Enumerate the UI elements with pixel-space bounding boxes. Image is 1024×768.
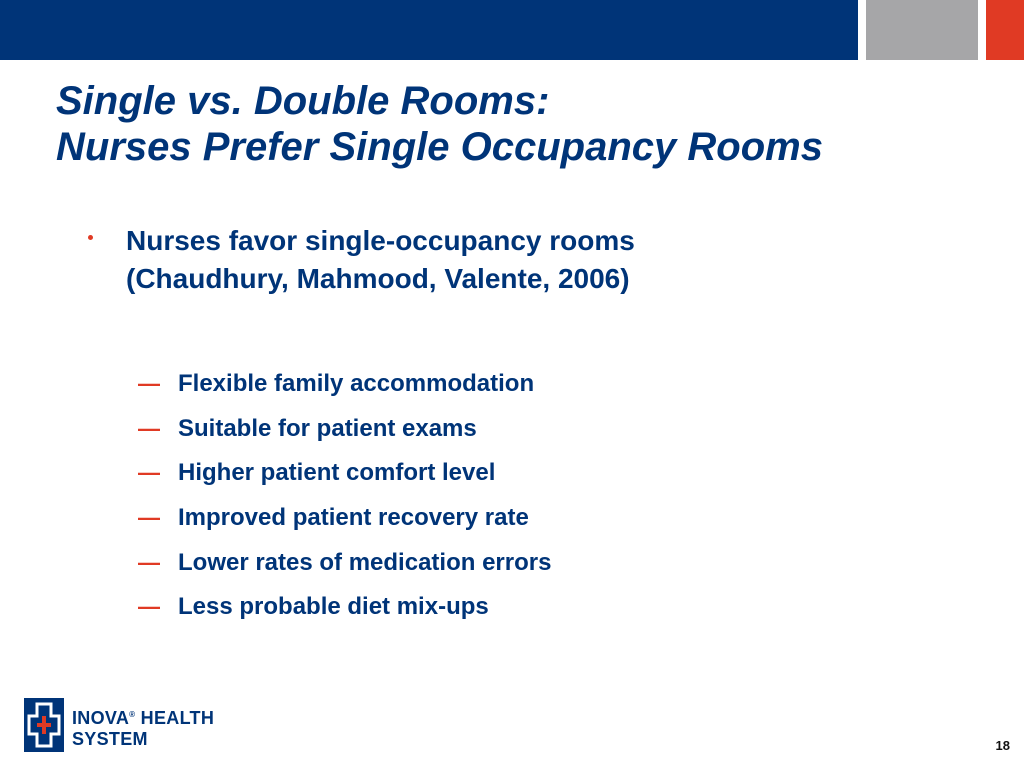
- page-number: 18: [995, 738, 1010, 753]
- slide-title: [56, 78, 823, 170]
- logo-wordmark: [72, 704, 214, 750]
- inova-cross-logo-icon: [24, 698, 64, 752]
- main-bullet-text: [126, 222, 635, 298]
- sub-bullet-item: [138, 362, 551, 407]
- sub-bullet-label: Less probable diet mix-ups: [178, 593, 489, 621]
- dash-icon: —: [138, 505, 160, 531]
- dash-icon: —: [138, 415, 160, 441]
- sub-bullet-item: [138, 451, 551, 496]
- registered-mark: ®: [129, 710, 136, 719]
- sub-bullet-label: Improved patient recovery rate: [178, 504, 529, 532]
- header-bar: [0, 0, 858, 60]
- header-gray-block: [866, 0, 978, 60]
- logo-health: HEALTH: [135, 708, 215, 728]
- sub-bullet-list: [138, 362, 551, 630]
- header-red-block: [986, 0, 1024, 60]
- sub-bullet-label: Lower rates of medication errors: [178, 548, 552, 576]
- dash-icon: —: [138, 594, 160, 620]
- inova-logo: [24, 698, 254, 752]
- dash-icon: —: [138, 549, 160, 575]
- sub-bullet-item: [138, 496, 551, 541]
- main-bullet-line-1: Nurses favor single-occupancy rooms: [126, 225, 635, 256]
- bullet-dot-icon: [88, 235, 93, 240]
- sub-bullet-item: [138, 407, 551, 452]
- sub-bullet-item: [138, 540, 551, 585]
- logo-inova: INOVA: [72, 708, 130, 728]
- dash-icon: —: [138, 371, 160, 397]
- dash-icon: —: [138, 460, 160, 486]
- logo-line-1: [72, 704, 214, 729]
- sub-bullet-item: [138, 585, 551, 630]
- slide-title-line-2: Nurses Prefer Single Occupancy Rooms: [56, 125, 823, 169]
- slide-title-line-1: Single vs. Double Rooms:: [56, 79, 550, 123]
- sub-bullet-label: Flexible family accommodation: [178, 370, 535, 398]
- sub-bullet-label: Higher patient comfort level: [178, 459, 496, 487]
- logo-line-2: SYSTEM: [72, 729, 148, 749]
- sub-bullet-label: Suitable for patient exams: [178, 414, 477, 442]
- main-bullet-line-2: (Chaudhury, Mahmood, Valente, 2006): [126, 263, 630, 294]
